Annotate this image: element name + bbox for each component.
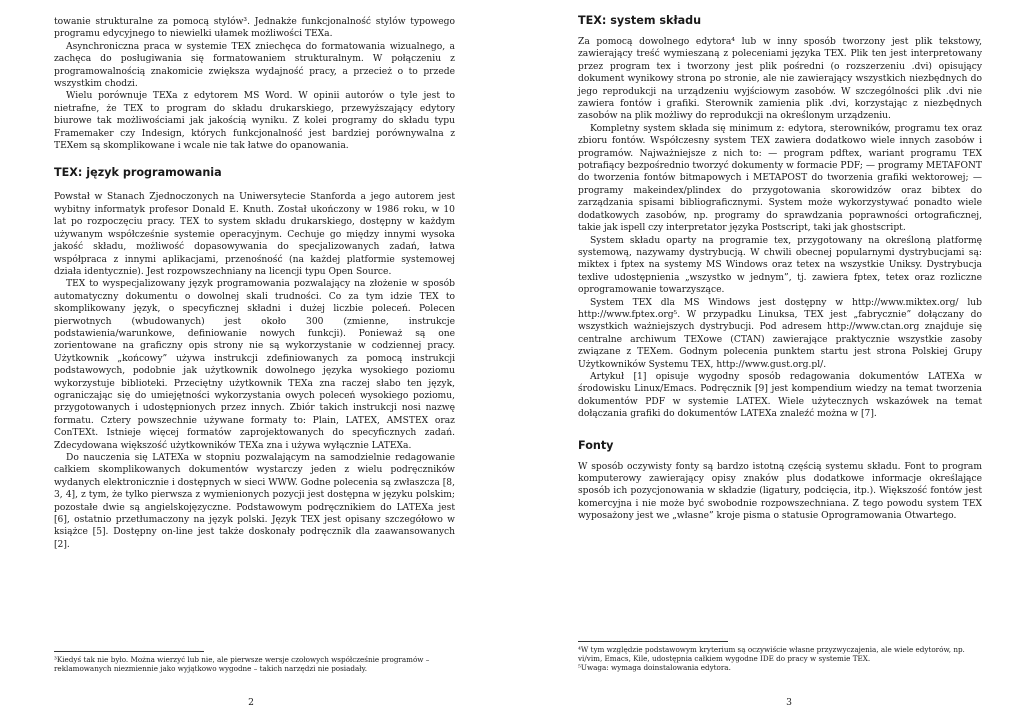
paragraph: Za pomocą dowolnego edytora⁴ lub w inny sposób tworzony jest plik tekstowy, zawierający treść wymieszaną z poleceniami języka TEX. Plik ten jest interpretowany przez program tex i tworzony jest plik pośredni (o rozszerzeniu .dvi) opisujący dokument wynikowy strona po stronie, ale nie zawierający wszystkich niezbędnych do jego reprodukcji na urządzeniu wyjściowym zasobów. W szczególności plik .dvi nie zawiera fontów i grafiki. Sterownik zamienia plik .dvi, korzystając z niezbędnych zasobów na plik możliwy do reprodukcji na określonym urządzeniu. <box>578 37 982 122</box>
footnote-rule <box>54 651 204 652</box>
paragraph: Kompletny system składa się minimum z: edytora, sterowników, programu tex oraz zbioru fontów. Współczesny system TEX zawiera dodatkowo wiele innych zasobów i programów. Najważniejsze z nich to: — program pdftex, wariant programu TEX potrafiący bezpośrednio tworzyć dokumenty w formacie PDF; — programy METAFONT do tworzenia fontów bitmapowych i METAPOST do tworzenia grafiki wektorowej; — programy makeindex/plindex do przygotowania skorowidzów oraz bibtex do zarządzania spisami bibliograficznymi. System może wykorzystywać ponadto wiele dodatkowych zasobów, np. programy do sprawdzania poprawności ortograficznej, takie jak ispell czy interpretator języka Postscript, taki jak ghostscript. <box>578 123 982 234</box>
paragraph: System TEX dla MS Windows jest dostępny w http://www.miktex.org/ lub http://www.fptex.org⁵. W przypadku Linuksa, TEX jest „fabrycznie” dołączany do wszystkich ważniejszych dystrybucji. Pod adresem http://www.ctan.org znajduje się centralne archiwum TEXowe (CTAN) zawierające praktycznie wszystkie zasoby związane z TEXem. Godnym polecenia punktem startu jest strona Polskiej Grupy Użytkowników Systemu TEX, http://www.gust.org.pl/. <box>578 297 982 370</box>
paragraph: Wielu porównuje TEXa z edytorem MS Word. W opinii autorów o tyle jest to nietrafne, że TEX to program do składu drukarskiego, przewyższający edytory biurowe tak możliwościami jak jakością wyniku. Z kolei programy do składu typu Framemaker czy Indesign, których funkcjonalność jest bardziej porównywalna z TEXem są skomplikowane i wcale nie tak łatwe do opanowania. <box>54 91 455 152</box>
paragraph: Do nauczenia się LATEXa w stopniu pozwalającym na samodzielnie redagowanie całkiem skomplikowanych dokumentów wystarczy jeden z wielu podręczników wydanych elektronicznie i dostępnych w sieci WWW. Godne polecenia są zwłaszcza [8, 3, 4], z tym, że tylko pierwsza z wymienionych pozycji jest dostępna w języku polskim; pozostałe dwie są angielskojęzyczne. Podstawowym podręcznikiem do LATEXa jest [6], ostatnio przetłumaczony na język polski. Język TEX jest opisany szczegółowo w książce [5]. Dostępny on-line jest także doskonały podręcznik dla zaawansowanych [2]. <box>54 453 455 550</box>
section-heading-tex-system: TEX: system składu <box>578 14 702 27</box>
paragraph: Asynchroniczna praca w systemie TEX zniechęca do formatowania wizualnego, a zachęca do posługiwania się formatowaniem strukturalnym. W połączeniu z programowalnością znakomicie zwiększa wydajność pracy, a przecież o to przede wszystkim chodzi. <box>54 41 455 90</box>
paragraph: Powstał w Stanach Zjednoczonych na Uniwersytecie Stanforda a jego autorem jest wybitny informatyk profesor Donald E. Knuth. Został ukończony w 1986 roku, w 10 lat po rozpoczęciu pracy. TEX to system składu drukarskiego, dostępny w każdym używanym współcześnie systemie operacyjnym. Cechuje go między innymi wysoka jakość składu, możliwość dopasowywania do specjalizowanych zadań, łatwa współpraca z innymi aplikacjami, przenośność (na każdej platformie systemowej działa identycznie). Jest rozpowszechniany na licencji typu Open Source. <box>54 192 455 277</box>
right-page <box>512 0 1024 724</box>
footnote-4: ⁴W tym względzie podstawowym kryterium są oczywiście własne przyzwyczajenia, ale wiele edytorów, np. vi/vim, Emacs, Kile, udostępnia całkiem wygodne IDE do pracy w systemie TEX. <box>578 645 965 664</box>
page-number: 3 <box>786 697 792 708</box>
paragraph: Artykuł [1] opisuje wygodny sposób redagowania dokumentów LATEXa w środowisku Linux/Emacs. Podręcznik [9] jest kompendium wiedzy na temat tworzenia dokumentów PDF w systemie LATEX. Wiele użytecznych wskazówek na temat dołączania grafiki do dokumentów LATEXa znaleźć można w [7]. <box>578 371 982 420</box>
footnote-rule <box>578 641 728 642</box>
right-page-text-column <box>578 14 982 523</box>
paragraph: TEX to wyspecjalizowany język programowania pozwalający na złożenie w sposób automatyczny dokumentu o dowolnej skali trudności. Co za tym idzie TEX to skomplikowany język, o specyficznej składni i dużej liczbie poleceń. Polecen pierwotnych (wbudowanych) jest około 300 (zmienne, instrukcje podstawienia/warunkowe, definiowanie nowych funkcji). Ponieważ są one zorientowane na graficzny opis strony nie są wykorzystanie w codziennej pracy. Użytkownik „końcowy” używa instrukcji zdefiniowanych za pomocą instrukcji podstawowych, podobnie jak użytkownik dowolnego języka wysokiego poziomu wykorzystuje biblioteki. Przeciętny użytkownik TEXa zna raczej słabo ten język, ograniczając się do umiejętności wykorzystania owych poleceń wysokiego poziomu, przygotowanych i udostępnionych przez innych. Zbiór takich instrukcji nosi nazwę formatu. Cztery powszechnie używane formaty to: Plain, LATEX, AMSTEX oraz ConTEXt. Istnieje więcej formatów zaprojektowanych do specyficznych zadań. Zdecydowana większość użytkowników TEXa zna i używa wyłącznie LATEXa. <box>54 279 455 451</box>
footnote-3: ³Kiedyś tak nie było. Można wierzyć lub nie, ale pierwsze wersje czołowych współcześnie programów – reklamowanych niezmiennie jako wyjątkowo wygodne – takich narzędzi nie posiadały. <box>54 655 430 674</box>
paragraph: towanie strukturalne za pomocą stylów³. Jednakże funkcjonalność stylów typowego programu edycyjnego to niewielki ułamek możliwości TEXa. <box>54 17 455 40</box>
page-number: 2 <box>248 697 254 708</box>
section-heading-tex-language: TEX: język programowania <box>54 166 222 180</box>
section-heading-fonts: Fonty <box>578 438 614 452</box>
left-footnotes <box>54 651 455 673</box>
left-page-text-column <box>54 16 455 551</box>
paragraph: W sposób oczywisty fonty są bardzo istotną częścią systemu składu. Font to program komputerowy zawierający opisy znaków plus dodatkowe informacje określające sposób ich pozycjonowania w składzie (ligatury, podcięcia, itp.). Większość fontów jest komercyjna i nie może być swobodnie rozpowszechniana. Z tego powodu system TEX wyposażony jest we „własne” kroje pisma o statusie Oprogramowania Otwartego. <box>578 461 982 522</box>
paragraph: System składu oparty na programie tex, przygotowany na określoną platformę systemową, nazywamy dystrybucją. W chwili obecnej popularnymi dystrybucjami są: miktex i fptex na systemy MS Windows oraz tetex na wszystkie Uniksy. Dystrybucja texlive udostępnienia „wszystko w jednym”, tj. zawiera fptex, tetex oraz rozliczne oprogramowanie towarzyszące. <box>578 235 982 296</box>
footnote-5: ⁵Uwaga: wymaga doinstalowania edytora. <box>578 663 731 673</box>
right-footnotes <box>578 641 982 673</box>
